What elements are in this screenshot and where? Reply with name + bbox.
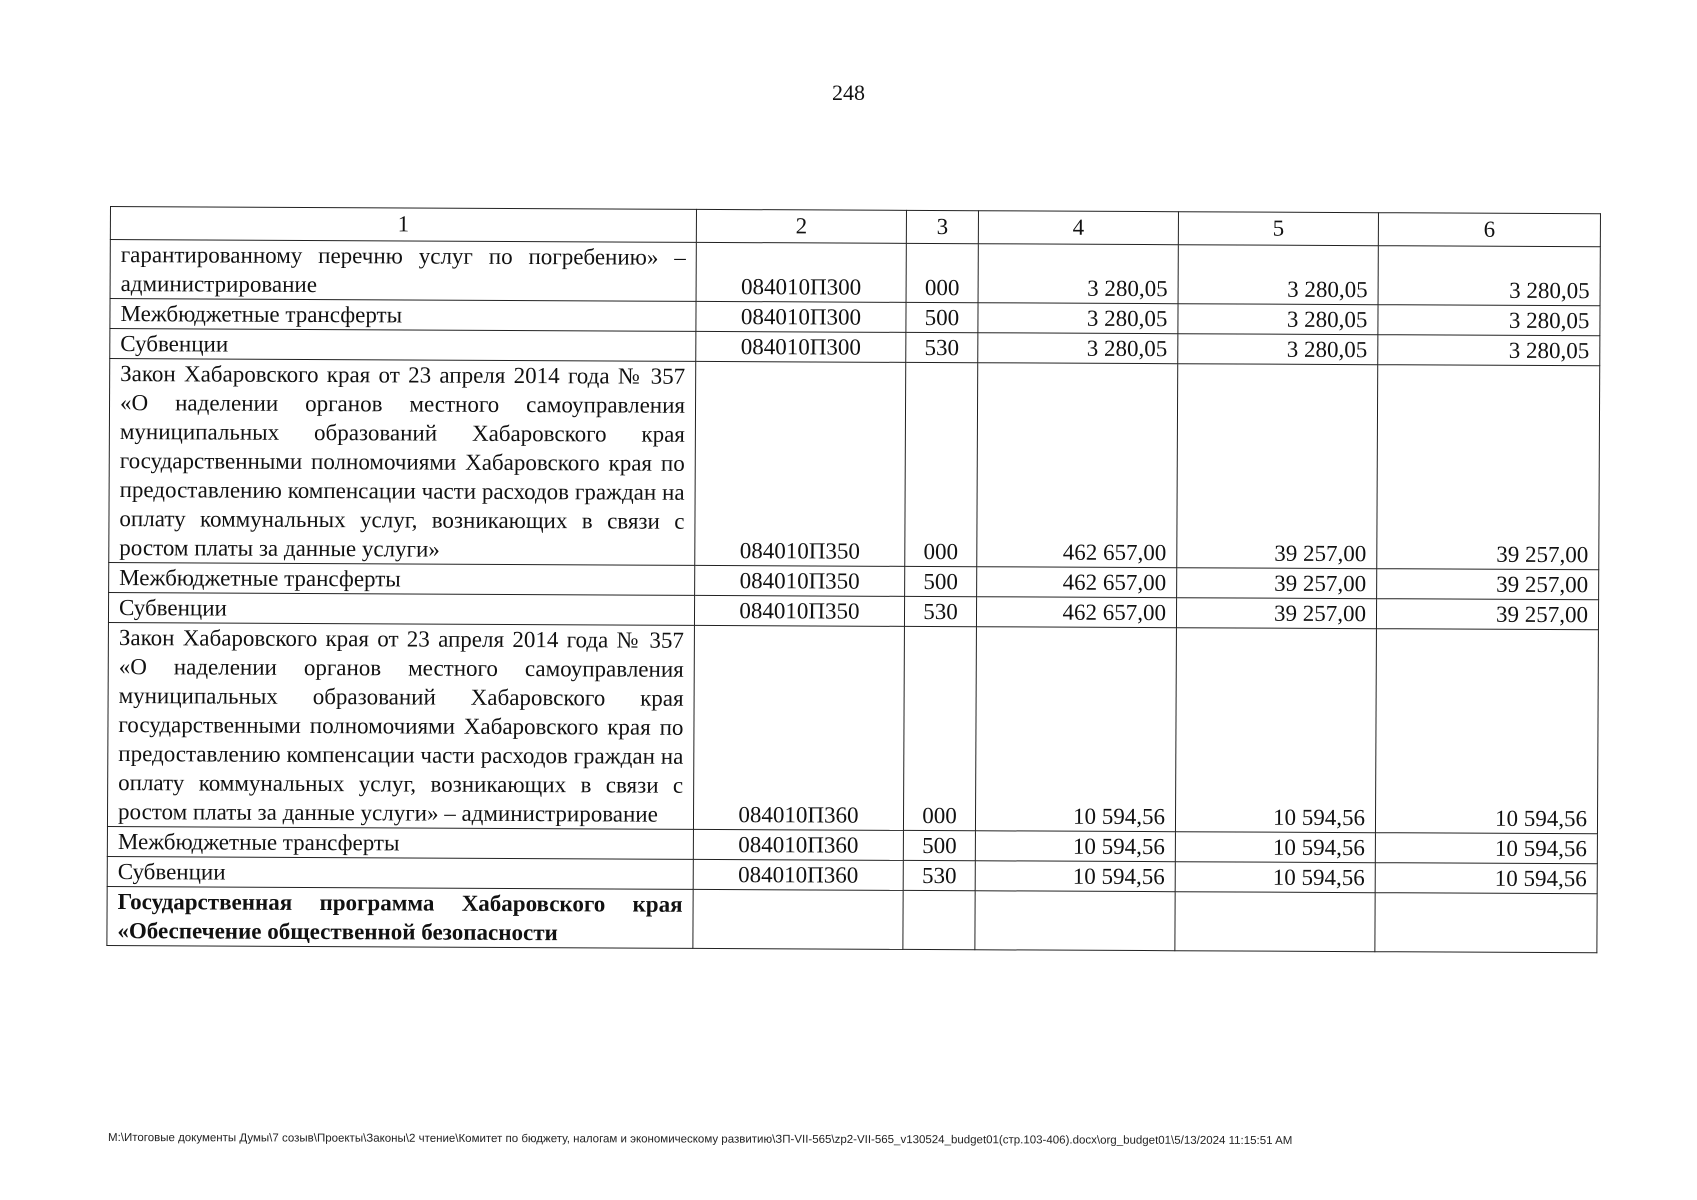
target-code-cell: 084010П300 — [696, 301, 906, 332]
expense-type-cell: 000 — [903, 626, 976, 830]
amount-col5-cell: 3 280,05 — [1178, 245, 1378, 305]
target-code-cell: 084010П360 — [693, 625, 904, 830]
amount-col6-cell — [1375, 893, 1597, 953]
file-path-footer: М:\Итоговые документы Думы\7 созыв\Проекты\Законы\2 чтение\Комитет по бюджету, налогам и экономическому развитию\ЗП-VII-565\zp2-VII-565_v130524_budget01(стр.103-406).docx\org_budget01\5/13/2024 11:15:51 AM — [107, 1131, 1293, 1148]
amount-col6-cell: 3 280,05 — [1378, 305, 1600, 336]
expense-type-cell: 530 — [903, 860, 975, 890]
amount-col5-cell: 10 594,56 — [1175, 832, 1375, 863]
amount-col5-cell: 39 257,00 — [1177, 364, 1378, 569]
expense-type-cell: 500 — [905, 566, 977, 596]
amount-col5-cell: 3 280,05 — [1178, 304, 1378, 335]
amount-col6-cell: 10 594,56 — [1375, 629, 1598, 834]
column-header: 5 — [1178, 212, 1378, 246]
expense-type-cell: 000 — [905, 362, 978, 566]
amount-col5-cell: 3 280,05 — [1178, 334, 1378, 365]
table-row — [109, 359, 1600, 570]
amount-col5-cell — [1175, 892, 1375, 952]
column-header: 2 — [696, 209, 906, 243]
item-name-cell: Субвенции — [110, 329, 696, 362]
amount-col5-cell: 10 594,56 — [1175, 862, 1375, 893]
table-row — [107, 622, 1598, 833]
amount-col4-cell: 10 594,56 — [975, 627, 1176, 832]
column-header: 1 — [110, 207, 696, 243]
amount-col6-cell: 10 594,56 — [1375, 833, 1597, 864]
expense-type-cell — [903, 890, 975, 949]
page-number: 248 — [832, 80, 865, 105]
table-row — [110, 240, 1600, 306]
amount-col5-cell: 10 594,56 — [1175, 628, 1376, 833]
item-name-cell: Межбюджетные трансферты — [107, 826, 693, 859]
expense-type-cell: 530 — [906, 332, 978, 362]
item-name-cell: Закон Хабаровского края от 23 апреля 2014 года № 357 «О наделении органов местного самоуправления муниципальных образований Хабаровского края государственными полномочиями Хабаровского края по предоставлению компенсации части расходов граждан на оплату коммунальных услуг, возникающих в связи с ростом платы за данные услуги» – администрирование — [107, 622, 694, 829]
target-code-cell: 084010П350 — [695, 361, 906, 566]
amount-col6-cell: 39 257,00 — [1377, 569, 1599, 600]
amount-col6-cell: 10 594,56 — [1375, 863, 1597, 894]
column-header: 3 — [906, 210, 978, 243]
item-name-cell: Субвенции — [107, 856, 693, 889]
target-code-cell: 084010П360 — [693, 859, 903, 890]
target-code-cell: 084010П300 — [696, 242, 906, 302]
amount-col5-cell: 39 257,00 — [1177, 568, 1377, 599]
target-code-cell: 084010П350 — [694, 595, 904, 626]
expense-type-cell: 530 — [904, 596, 976, 626]
column-header: 4 — [978, 211, 1178, 245]
expense-type-cell: 500 — [906, 302, 978, 332]
expense-type-cell: 500 — [903, 830, 975, 860]
amount-col4-cell: 3 280,05 — [978, 303, 1178, 334]
amount-col5-cell: 39 257,00 — [1176, 598, 1376, 629]
amount-col4-cell: 10 594,56 — [975, 861, 1175, 892]
amount-col6-cell: 3 280,05 — [1378, 246, 1600, 306]
amount-col6-cell: 3 280,05 — [1378, 335, 1600, 366]
amount-col4-cell: 3 280,05 — [978, 244, 1178, 304]
item-name-cell: Закон Хабаровского края от 23 апреля 2014 года № 357 «О наделении органов местного самоуправления муниципальных образований Хабаровского края государственными полномочиями Хабаровского края по предоставлению компенсации части расходов граждан на оплату коммунальных услуг, возникающих в связи с ростом платы за данные услуги» — [109, 359, 696, 566]
target-code-cell: 084010П300 — [696, 331, 906, 362]
amount-col4-cell: 462 657,00 — [977, 363, 1178, 568]
item-name-cell: Межбюджетные трансферты — [109, 562, 695, 595]
amount-col4-cell — [975, 891, 1175, 951]
amount-col4-cell: 3 280,05 — [978, 333, 1178, 364]
budget-table — [106, 206, 1601, 953]
amount-col4-cell: 462 657,00 — [977, 567, 1177, 598]
item-name-cell: Государственная программа Хабаровского края «Обеспечение общественной безопасности — [107, 886, 693, 948]
amount-col6-cell: 39 257,00 — [1376, 599, 1598, 630]
item-name-cell: Межбюджетные трансферты — [110, 299, 696, 332]
target-code-cell: 084010П360 — [693, 829, 903, 860]
column-header: 6 — [1378, 213, 1600, 247]
table-row — [107, 886, 1597, 952]
item-name-cell: гарантированному перечню услуг по погребению» – администрирование — [110, 240, 696, 302]
target-code-cell — [693, 889, 903, 949]
amount-col4-cell: 462 657,00 — [976, 597, 1176, 628]
expense-type-cell: 000 — [906, 243, 978, 302]
amount-col4-cell: 10 594,56 — [975, 831, 1175, 862]
target-code-cell: 084010П350 — [695, 565, 905, 596]
amount-col6-cell: 39 257,00 — [1377, 365, 1600, 570]
item-name-cell: Субвенции — [108, 592, 694, 625]
